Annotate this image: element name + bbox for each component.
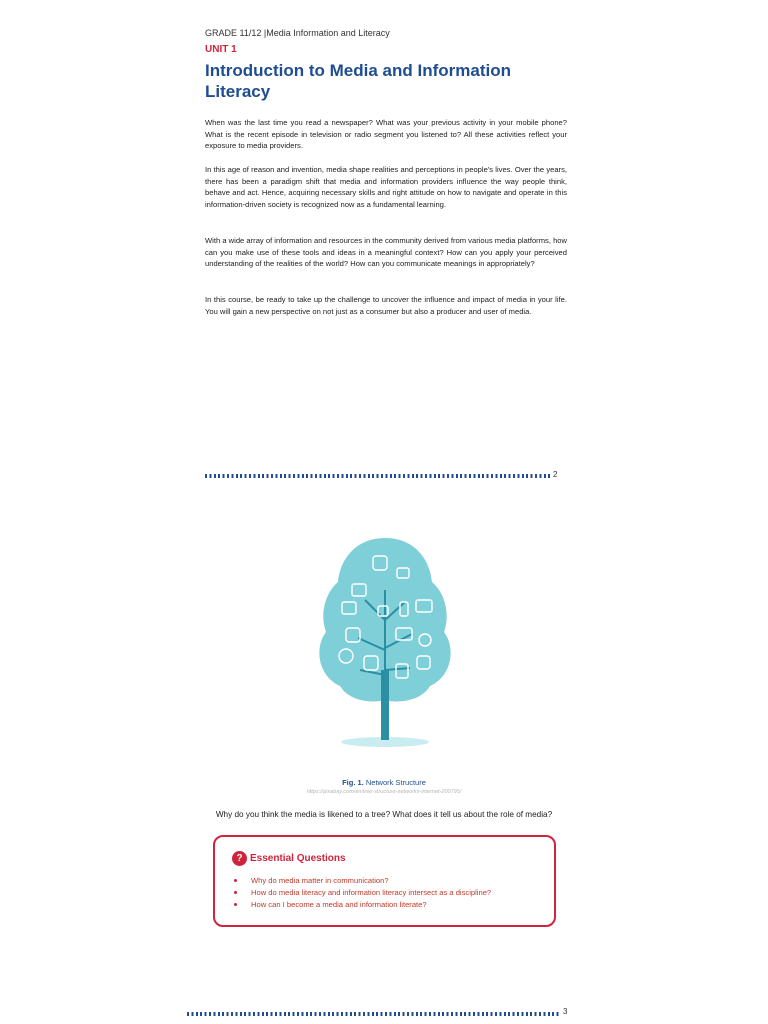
tree-trunk	[381, 670, 389, 740]
network-tree-illustration	[300, 530, 470, 755]
figure-caption-text: Network Structure	[365, 778, 426, 787]
question-mark-icon: ?	[232, 851, 247, 866]
unit-label: UNIT 1	[205, 44, 237, 55]
figure-source-link[interactable]: https://pixabay.com/en/tree-structure-networks-internet-200795/	[306, 789, 462, 795]
footer-dotted-line	[205, 474, 550, 478]
intro-paragraph-3: With a wide array of information and resources in the community derived from various media platforms, how can you make use of these tools and ideas in a meaningful context? How can you apply your perceived understanding of the realities of the world? How can you communicate meanings in appropriately?	[205, 236, 567, 269]
page-title: Introduction to Media and Information Literacy	[205, 61, 511, 101]
essential-questions-title: Essential Questions	[250, 853, 346, 864]
reflection-question: Why do you think the media is likened to a tree? What does it tell us about the role of media?	[215, 810, 553, 819]
intro-paragraph-2: In this age of reason and invention, media shape realities and perceptions in people's lives. Over the years, there has been a paradigm shift that media and information providers influence the way people think, behave and act. Hence, acquiring necessary skills and right attitude on how to navigate and operate in this information-driven society is recognized now as a fundamental learning.	[205, 165, 567, 209]
essential-question-item: How do media literacy and information literacy intersect as a discipline?	[232, 887, 491, 899]
page-number: 3	[563, 1007, 568, 1016]
essential-questions-header	[232, 851, 346, 866]
figure-label: Fig. 1.	[342, 778, 364, 787]
essential-question-item: Why do media matter in communication?	[232, 875, 491, 887]
page-number: 2	[553, 470, 558, 479]
network-tree-figure	[300, 530, 470, 755]
footer-dotted-line	[187, 1012, 559, 1016]
intro-paragraph-1: When was the last time you read a newspaper? What was your previous activity in your mobile phone? What is the recent episode in television or radio segment you listened to? All these activities reflect your exposure to media providers.	[205, 118, 567, 151]
figure-caption	[0, 778, 768, 787]
grade-header: GRADE 11/12 |Media Information and Literacy	[205, 28, 390, 38]
essential-questions-list	[232, 875, 491, 911]
essential-question-item: How can I become a media and information literate?	[232, 899, 491, 911]
intro-paragraph-4: In this course, be ready to take up the challenge to uncover the influence and impact of media in your life. You will gain a new perspective on not just as a consumer but also a producer and user of media.	[205, 295, 567, 316]
essential-questions-box	[213, 835, 556, 927]
page-2	[0, 0, 768, 500]
